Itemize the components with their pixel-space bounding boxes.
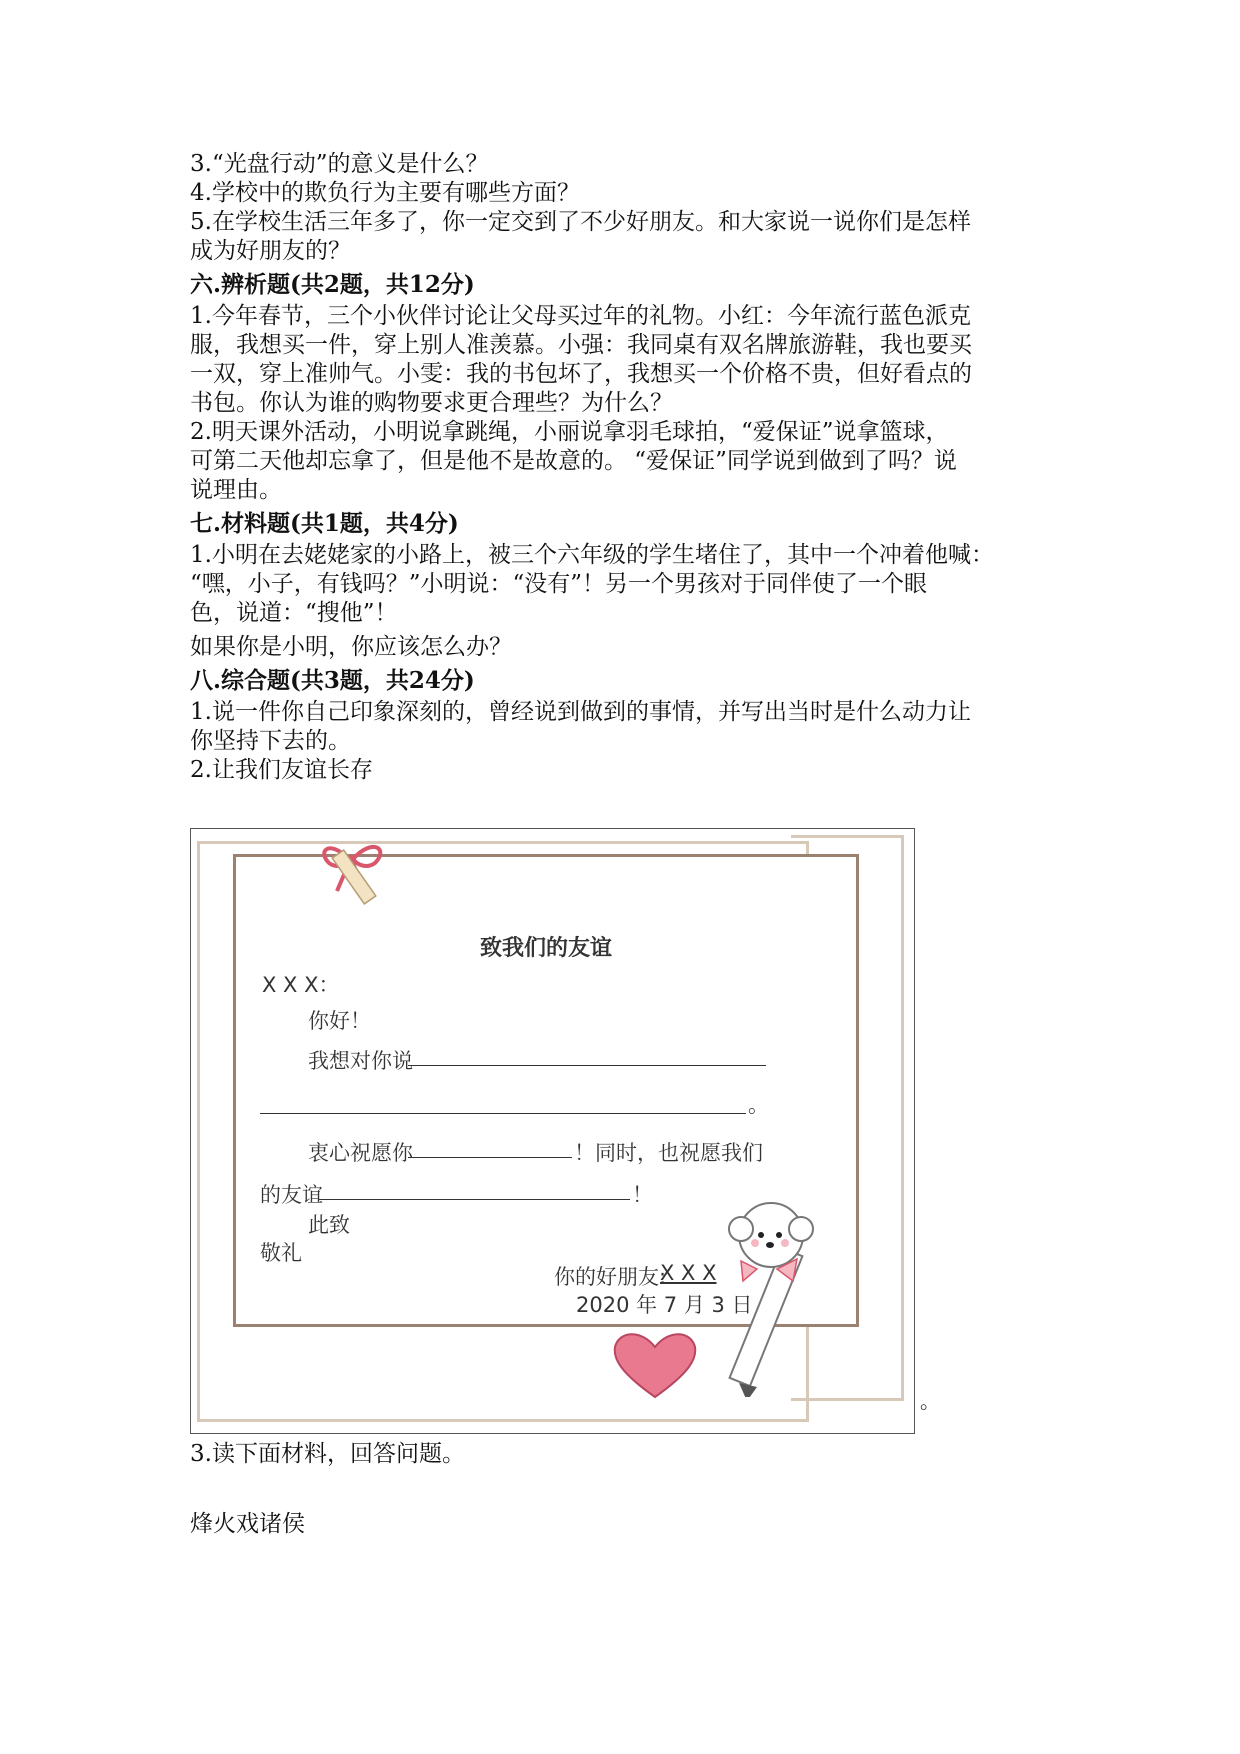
question-6-2-line3: 说理由。 bbox=[190, 477, 282, 503]
section-6-heading: 六.辨析题(共2题，共12分) bbox=[190, 271, 475, 298]
puppy-pencil-icon bbox=[721, 1187, 821, 1397]
question-6-2-line1: 2.明天课外活动，小明说拿跳绳，小丽说拿羽毛球拍，“爱保证”说拿篮球， bbox=[190, 419, 949, 445]
greeting: 你好！ bbox=[308, 1009, 371, 1033]
closing-1: 此致 bbox=[308, 1213, 350, 1237]
friendship-exclam: ！ bbox=[632, 1183, 653, 1207]
question-7-1-line1: 1.小明在去姥姥家的小路上，被三个六年级的学生堵住了，其中一个冲着他喊： bbox=[190, 542, 994, 568]
say-blank bbox=[408, 1065, 766, 1066]
closing-2: 敬礼 bbox=[260, 1241, 302, 1265]
question-6-2-line2: 可第二天他却忘拿了，但是他不是故意的。 “爱保证”同学说到做到了吗？说 bbox=[190, 448, 957, 474]
trailing-period: 。 bbox=[920, 1389, 940, 1413]
section-8-heading: 八.综合题(共3题，共24分) bbox=[190, 667, 475, 694]
question-7-1-prompt: 如果你是小明，你应该怎么办？ bbox=[190, 634, 512, 660]
friendship-blank bbox=[318, 1199, 630, 1200]
say-period: 。 bbox=[748, 1093, 769, 1117]
question-5-5-line1: 5.在学校生活三年多了，你一定交到了不少好朋友。和大家说一说你们是怎样 bbox=[190, 209, 971, 235]
card-title: 致我们的友谊 bbox=[479, 936, 612, 961]
question-6-1-line1: 1.今年春节，三个小伙伴讨论让父母买过年的礼物。小红：今年流行蓝色派克 bbox=[190, 303, 971, 329]
question-5-5-line2: 成为好朋友的？ bbox=[190, 238, 351, 264]
section-7-heading: 七.材料题(共1题，共4分) bbox=[190, 510, 459, 537]
wish-label: 衷心祝愿你 bbox=[308, 1141, 413, 1165]
say-blank-line2 bbox=[260, 1113, 746, 1114]
question-6-1-line4: 书包。你认为谁的购物要求更合理些？为什么？ bbox=[190, 390, 673, 416]
ribbon-bow-icon bbox=[309, 829, 399, 909]
material-title: 烽火戏诸侯 bbox=[190, 1511, 305, 1537]
friendship-letter-card bbox=[190, 828, 915, 1434]
friendship-label: 的友谊 bbox=[260, 1183, 323, 1207]
question-8-3: 3.读下面材料，回答问题。 bbox=[190, 1441, 465, 1467]
question-5-4: 4.学校中的欺负行为主要有哪些方面？ bbox=[190, 180, 580, 206]
question-8-1-line1: 1.说一件你自己印象深刻的，曾经说到做到的事情，并写出当时是什么动力让 bbox=[190, 699, 971, 725]
question-5-3: 3.“光盘行动”的意义是什么？ bbox=[190, 151, 489, 177]
letter-date: 2020 年 7 月 3 日 bbox=[576, 1293, 753, 1317]
salutation: X X X： bbox=[262, 973, 340, 997]
wish-blank bbox=[408, 1157, 572, 1158]
signature-label: 你的好朋友: bbox=[554, 1265, 667, 1289]
wish-continue: ！同时，也祝愿我们 bbox=[574, 1141, 763, 1165]
heart-icon bbox=[611, 1329, 699, 1401]
question-8-2: 2.让我们友谊长存 bbox=[190, 757, 373, 783]
signature-name: X X X bbox=[660, 1261, 717, 1285]
say-label: 我想对你说 bbox=[308, 1049, 413, 1073]
question-6-1-line3: 一双，穿上准帅气。小雯：我的书包坏了，我想买一个价格不贵，但好看点的 bbox=[190, 361, 972, 387]
question-8-1-line2: 你坚持下去的。 bbox=[190, 728, 351, 754]
question-7-1-line2: “嘿，小子，有钱吗？”小明说：“没有”！另一个男孩对于同伴使了一个眼 bbox=[190, 571, 928, 597]
question-7-1-line3: 色，说道：“搜他”！ bbox=[190, 600, 398, 626]
question-6-1-line2: 服，我想买一件，穿上别人准羡慕。小强：我同桌有双名牌旅游鞋，我也要买 bbox=[190, 332, 972, 358]
question-text-block bbox=[190, 150, 1070, 785]
